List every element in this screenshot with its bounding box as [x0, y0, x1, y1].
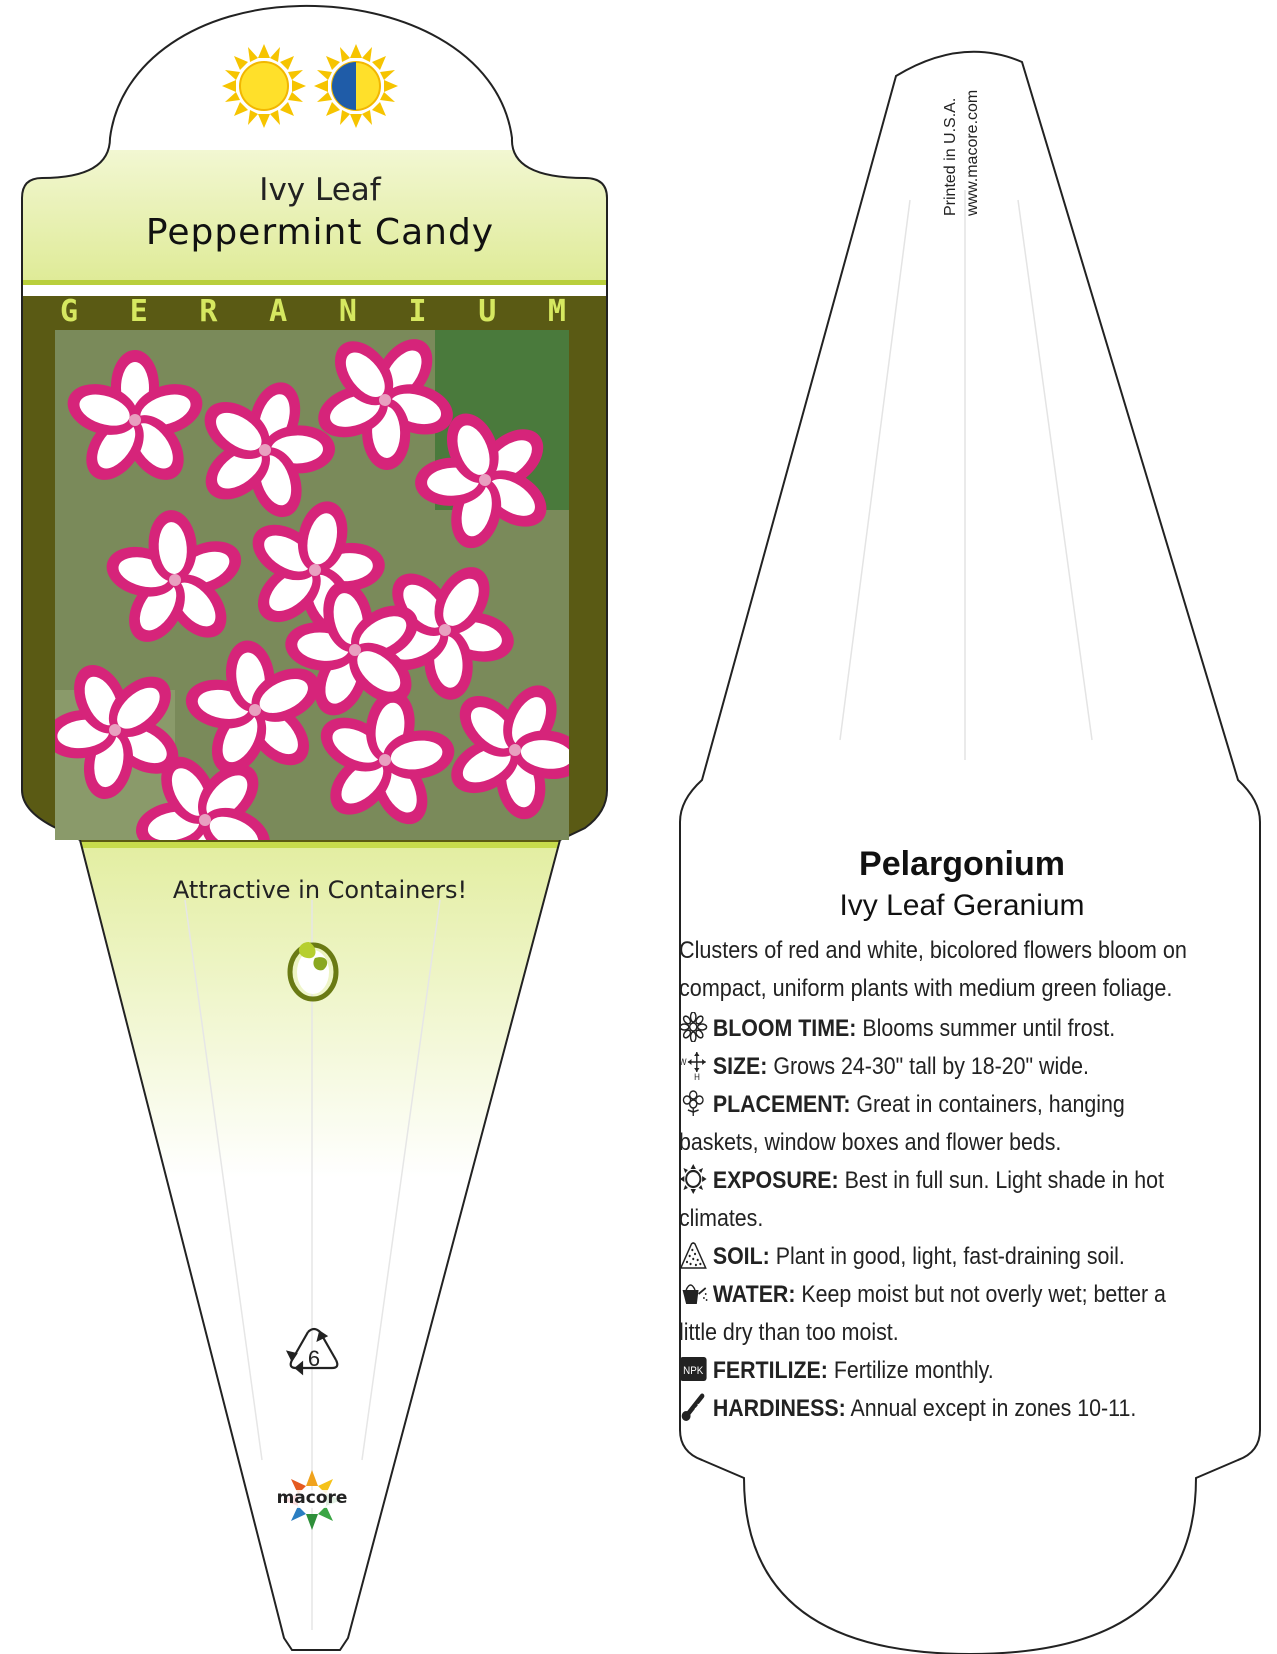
- flower-center: [129, 414, 141, 426]
- botanical-name: Pelargonium: [859, 845, 1065, 883]
- npk-label: NPK: [683, 1365, 704, 1378]
- care-text: Great in containers, hanging baskets, window boxes and flower beds.: [679, 1091, 1125, 1156]
- flower-center: [379, 394, 391, 406]
- care-placement: [679, 1086, 1195, 1162]
- care-label: HARDINESS:: [712, 1395, 846, 1422]
- flower-photo: [55, 330, 569, 840]
- size-h-label: H: [694, 1071, 700, 1080]
- sun-icon: [679, 1164, 707, 1194]
- genus-letter: N: [338, 294, 357, 329]
- flower-icon: [679, 1012, 707, 1042]
- genus-banner: [22, 294, 604, 332]
- flower-center: [169, 574, 181, 586]
- care-label: SOIL:: [712, 1243, 770, 1270]
- flower-center: [509, 744, 521, 756]
- genus-letter: M: [547, 294, 566, 329]
- care-hardiness: [679, 1390, 1195, 1428]
- care-water: [679, 1276, 1195, 1352]
- genus-letter: G: [60, 294, 79, 329]
- care-bloom-time: [679, 1010, 1195, 1048]
- care-text: Blooms summer until frost.: [862, 1015, 1116, 1042]
- flower-center: [379, 754, 391, 766]
- common-name: Ivy Leaf Geranium: [839, 889, 1085, 922]
- printed-line-2: www.macore.com: [964, 89, 981, 216]
- flower-center: [199, 814, 211, 826]
- flower-center: [439, 624, 451, 636]
- flower-center: [309, 564, 321, 576]
- full-sun-icon: [222, 44, 306, 128]
- care-label: EXPOSURE:: [712, 1167, 839, 1194]
- care-text: Plant in good, light, fast-draining soil.: [775, 1243, 1125, 1270]
- flower-center: [259, 444, 271, 456]
- recycle-number: 6: [307, 1346, 321, 1371]
- care-text: Best in full sun. Light shade in hot climates.: [679, 1167, 1165, 1232]
- variety-prefix: Ivy Leaf: [259, 172, 381, 208]
- npk-icon: [679, 1354, 707, 1384]
- size-icon: [679, 1050, 707, 1080]
- care-exposure: [679, 1162, 1195, 1238]
- size-w-label: W: [679, 1056, 687, 1068]
- care-label: PLACEMENT:: [712, 1091, 851, 1118]
- description: Clusters of red and white, bicolored flowers bloom on compact, uniform plants with medium green foliage.: [679, 937, 1187, 1002]
- printed-in: [940, 46, 981, 216]
- care-text: Grows 24-30" tall by 18-20" wide.: [773, 1053, 1089, 1080]
- care-soil: [679, 1238, 1195, 1276]
- watering-can-icon: [679, 1278, 707, 1308]
- flower-center: [109, 724, 121, 736]
- genus-letter: R: [199, 294, 218, 329]
- soil-icon: [679, 1240, 707, 1270]
- care-label: SIZE:: [712, 1053, 768, 1080]
- care-text: Fertilize monthly.: [833, 1357, 994, 1384]
- tagline: Attractive in Containers!: [172, 876, 468, 904]
- flower-center: [349, 644, 361, 656]
- printed-line-1: Printed in U.S.A.: [942, 97, 959, 216]
- variety-name: Peppermint Candy: [145, 212, 495, 253]
- care-size: [679, 1048, 1195, 1086]
- brand-name: macore: [276, 1488, 348, 1508]
- genus-letter: E: [129, 294, 148, 329]
- genus-letter: U: [478, 294, 497, 329]
- care-text: Annual except in zones 10-11.: [850, 1395, 1137, 1422]
- care-fertilize: [679, 1352, 1195, 1390]
- placement-icon: [679, 1088, 707, 1118]
- flower-center: [249, 704, 261, 716]
- care-label: FERTILIZE:: [712, 1357, 828, 1384]
- care-text: Keep moist but not overly wet; better a little dry than too moist.: [679, 1281, 1166, 1346]
- genus-letter: A: [269, 294, 288, 329]
- genus-letter: I: [408, 294, 427, 329]
- care-label: BLOOM TIME:: [712, 1015, 857, 1042]
- part-sun-icon: [314, 44, 398, 128]
- thermometer-icon: [679, 1392, 707, 1422]
- care-label: WATER:: [712, 1281, 796, 1308]
- flower-center: [479, 474, 491, 486]
